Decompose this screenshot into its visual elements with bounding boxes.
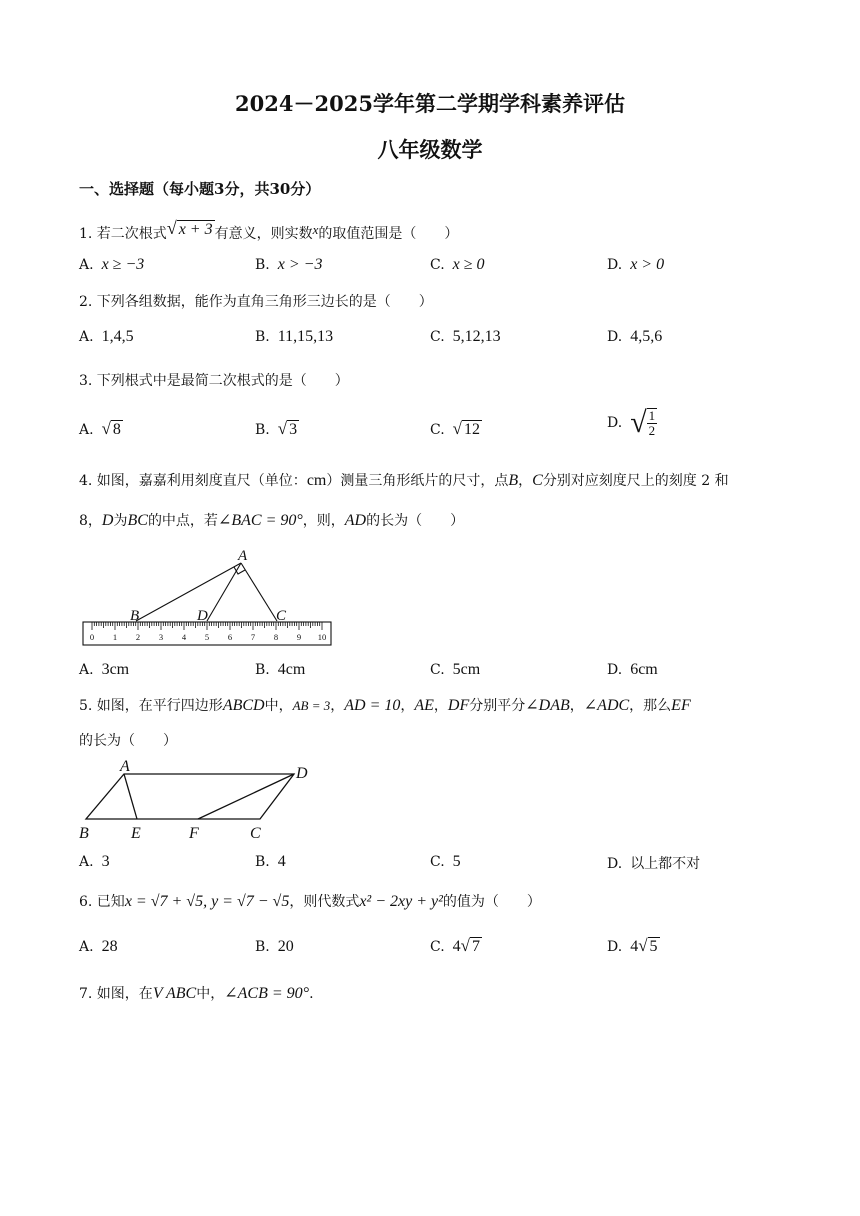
- q4-option-a[interactable]: A. 3cm: [79, 661, 130, 678]
- question-7-stem: 7. 如图，在V ABC中，∠ACB = 90°.: [79, 985, 314, 1002]
- question-1-stem: 1. 若二次根式√ x + 3 有意义，则实数x的取值范围是（ ）: [79, 218, 459, 242]
- q5-option-d[interactable]: D. 以上都不对: [607, 856, 701, 872]
- q4-option-b[interactable]: B. 4cm: [255, 661, 306, 678]
- exam-subtitle: 八年级数学: [377, 137, 483, 162]
- q6-option-b[interactable]: B. 20: [255, 938, 294, 955]
- label-f: F: [189, 825, 199, 842]
- q3-option-c[interactable]: C. √ 12: [430, 419, 481, 438]
- exam-title: 2024－2025学年第二学期学科素养评估: [235, 91, 625, 116]
- q6-option-d[interactable]: D. 4√ 5: [607, 936, 658, 955]
- q1-option-a[interactable]: A. x ≥ −3: [79, 256, 145, 273]
- q3-option-b[interactable]: B. √ 3: [255, 419, 298, 438]
- ruler-tick-label: 0: [89, 632, 95, 642]
- q3-option-a[interactable]: A. √ 8: [79, 419, 121, 438]
- label-c: C: [250, 825, 261, 842]
- question-4-line-1: 4. 如图，嘉嘉利用刻度直尺（单位：cm）测量三角形纸片的尺寸，点B，C分别对应刻度尺上的刻度 2 和: [79, 472, 729, 489]
- q6-option-c[interactable]: C. 4√ 7: [430, 936, 481, 955]
- label-d: D: [197, 608, 208, 624]
- ruler-tick-label: 3: [158, 632, 164, 642]
- label-e: E: [131, 825, 141, 842]
- q2-option-c[interactable]: C. 5,12,13: [430, 328, 501, 345]
- ruler-tick-label: 5: [204, 632, 210, 642]
- q5-option-a[interactable]: A. 3: [79, 853, 110, 870]
- question-5-line-1: 5. 如图，在平行四边形ABCD中，AB = 3，AD = 10，AE，DF分别平分∠DAB，∠ADC，那么EF: [79, 697, 691, 714]
- label-b: B: [130, 608, 140, 624]
- question-2-stem: 2. 下列各组数据，能作为直角三角形三边长的是（ ）: [79, 294, 433, 310]
- q1-option-c[interactable]: C. x ≥ 0: [430, 256, 485, 273]
- ruler-tick-label: 10: [317, 632, 327, 642]
- label-a: A: [238, 548, 248, 564]
- question-6-stem: 6. 已知x = √7 + √5, y = √7 − √5，则代数式x² − 2xy + y²的值为（ ）: [79, 893, 541, 910]
- q2-option-b[interactable]: B. 11,15,13: [255, 328, 334, 345]
- q6-option-a[interactable]: A. 28: [79, 938, 118, 955]
- ruler-tick-label: 1: [112, 632, 118, 642]
- ruler-triangle-figure: [78, 545, 338, 650]
- question-4-line-2: 8，D为BC的中点，若∠BAC = 90°，则，AD的长为（ ）: [79, 512, 465, 529]
- ruler-tick-label: 2: [135, 632, 141, 642]
- q2-option-a[interactable]: A. 1,4,5: [79, 328, 134, 345]
- section-heading: 一、选择题（每小题3分，共30分）: [79, 180, 321, 198]
- label-a: A: [120, 758, 130, 775]
- q3-option-d[interactable]: D. √ $\frac{1}{2}$: [607, 406, 656, 439]
- q5-option-c[interactable]: C. 5: [430, 853, 461, 870]
- q5-option-b[interactable]: B. 4: [255, 853, 286, 870]
- q1-option-d[interactable]: D. x > 0: [607, 256, 665, 273]
- question-5-line-2: 的长为（ ）: [79, 733, 177, 749]
- q1-option-b[interactable]: B. x > −3: [255, 256, 323, 273]
- q2-option-d[interactable]: D. 4,5,6: [607, 328, 663, 345]
- q4-option-d[interactable]: D. 6cm: [607, 661, 658, 678]
- q4-option-c[interactable]: C. 5cm: [430, 661, 481, 678]
- question-3-stem: 3. 下列根式中是最简二次根式的是（ ）: [79, 373, 349, 389]
- parallelogram-figure: [76, 756, 316, 844]
- ruler-tick-label: 6: [227, 632, 233, 642]
- ruler-tick-label: 8: [273, 632, 279, 642]
- ruler-tick-label: 4: [181, 632, 187, 642]
- label-b: B: [79, 825, 89, 842]
- label-c: C: [276, 608, 287, 624]
- ruler-tick-label: 9: [296, 632, 302, 642]
- ruler-tick-label: 7: [250, 632, 256, 642]
- sqrt-expression: √ x + 3: [166, 218, 213, 238]
- label-d: D: [296, 765, 308, 782]
